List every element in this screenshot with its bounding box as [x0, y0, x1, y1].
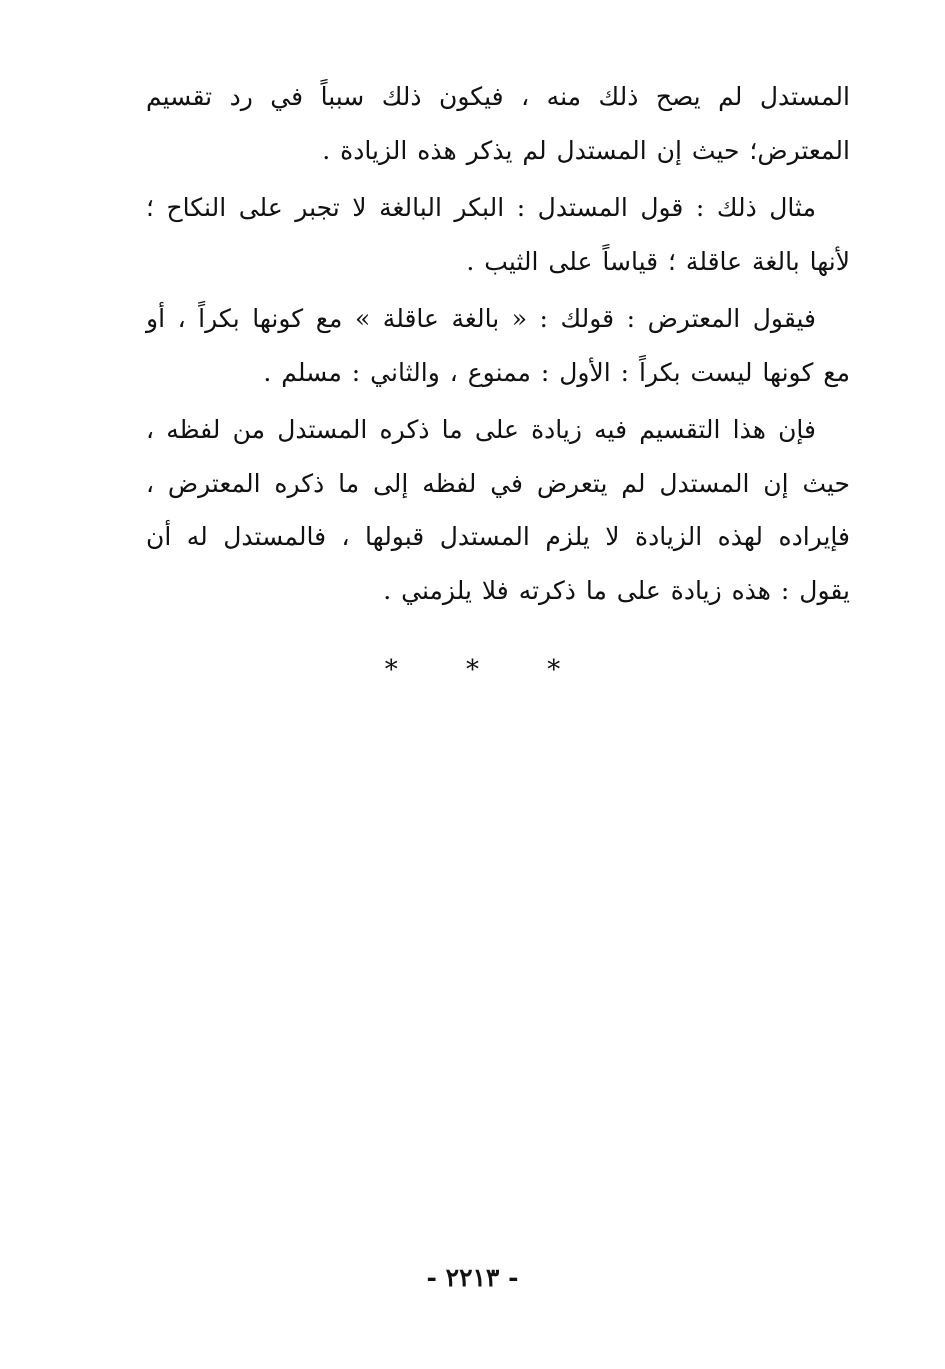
paragraph-1: المستدل لم يصح ذلك منه ، فيكون ذلك سبباً في رد تقسيم المعترض؛ حيث إن المستدل لم يذكر هذه الزيادة .	[146, 82, 850, 165]
separator-star-icon: *	[547, 655, 561, 685]
separator-star-icon: *	[384, 655, 398, 685]
page-number: - ٢٢١٣ -	[426, 1263, 519, 1292]
body-text	[146, 70, 850, 621]
section-separator	[0, 652, 945, 688]
paragraph-2: مثال ذلك : قول المستدل : البكر البالغة لا تجبر على النكاح ؛ لأنها بالغة عاقلة ؛ قياساً على الثيب .	[146, 193, 850, 276]
paragraph-3: فيقول المعترض : قولك : « بالغة عاقلة » مع كونها بكراً ، أو مع كونها ليست بكراً : الأول : ممنوع ، والثاني : مسلم .	[146, 304, 850, 387]
separator-star-icon: *	[466, 655, 479, 685]
paragraph-4: فإن هذا التقسيم فيه زيادة على ما ذكره المستدل من لفظه ، حيث إن المستدل لم يتعرض في لفظه إلى ما ذكره المعترض ، فإيراده لهذه الزيادة لا يلزم المستدل قبولها ، فالمستدل له أن يقول : هذه زيادة على ما ذكرته فلا يلزمني .	[146, 415, 850, 605]
